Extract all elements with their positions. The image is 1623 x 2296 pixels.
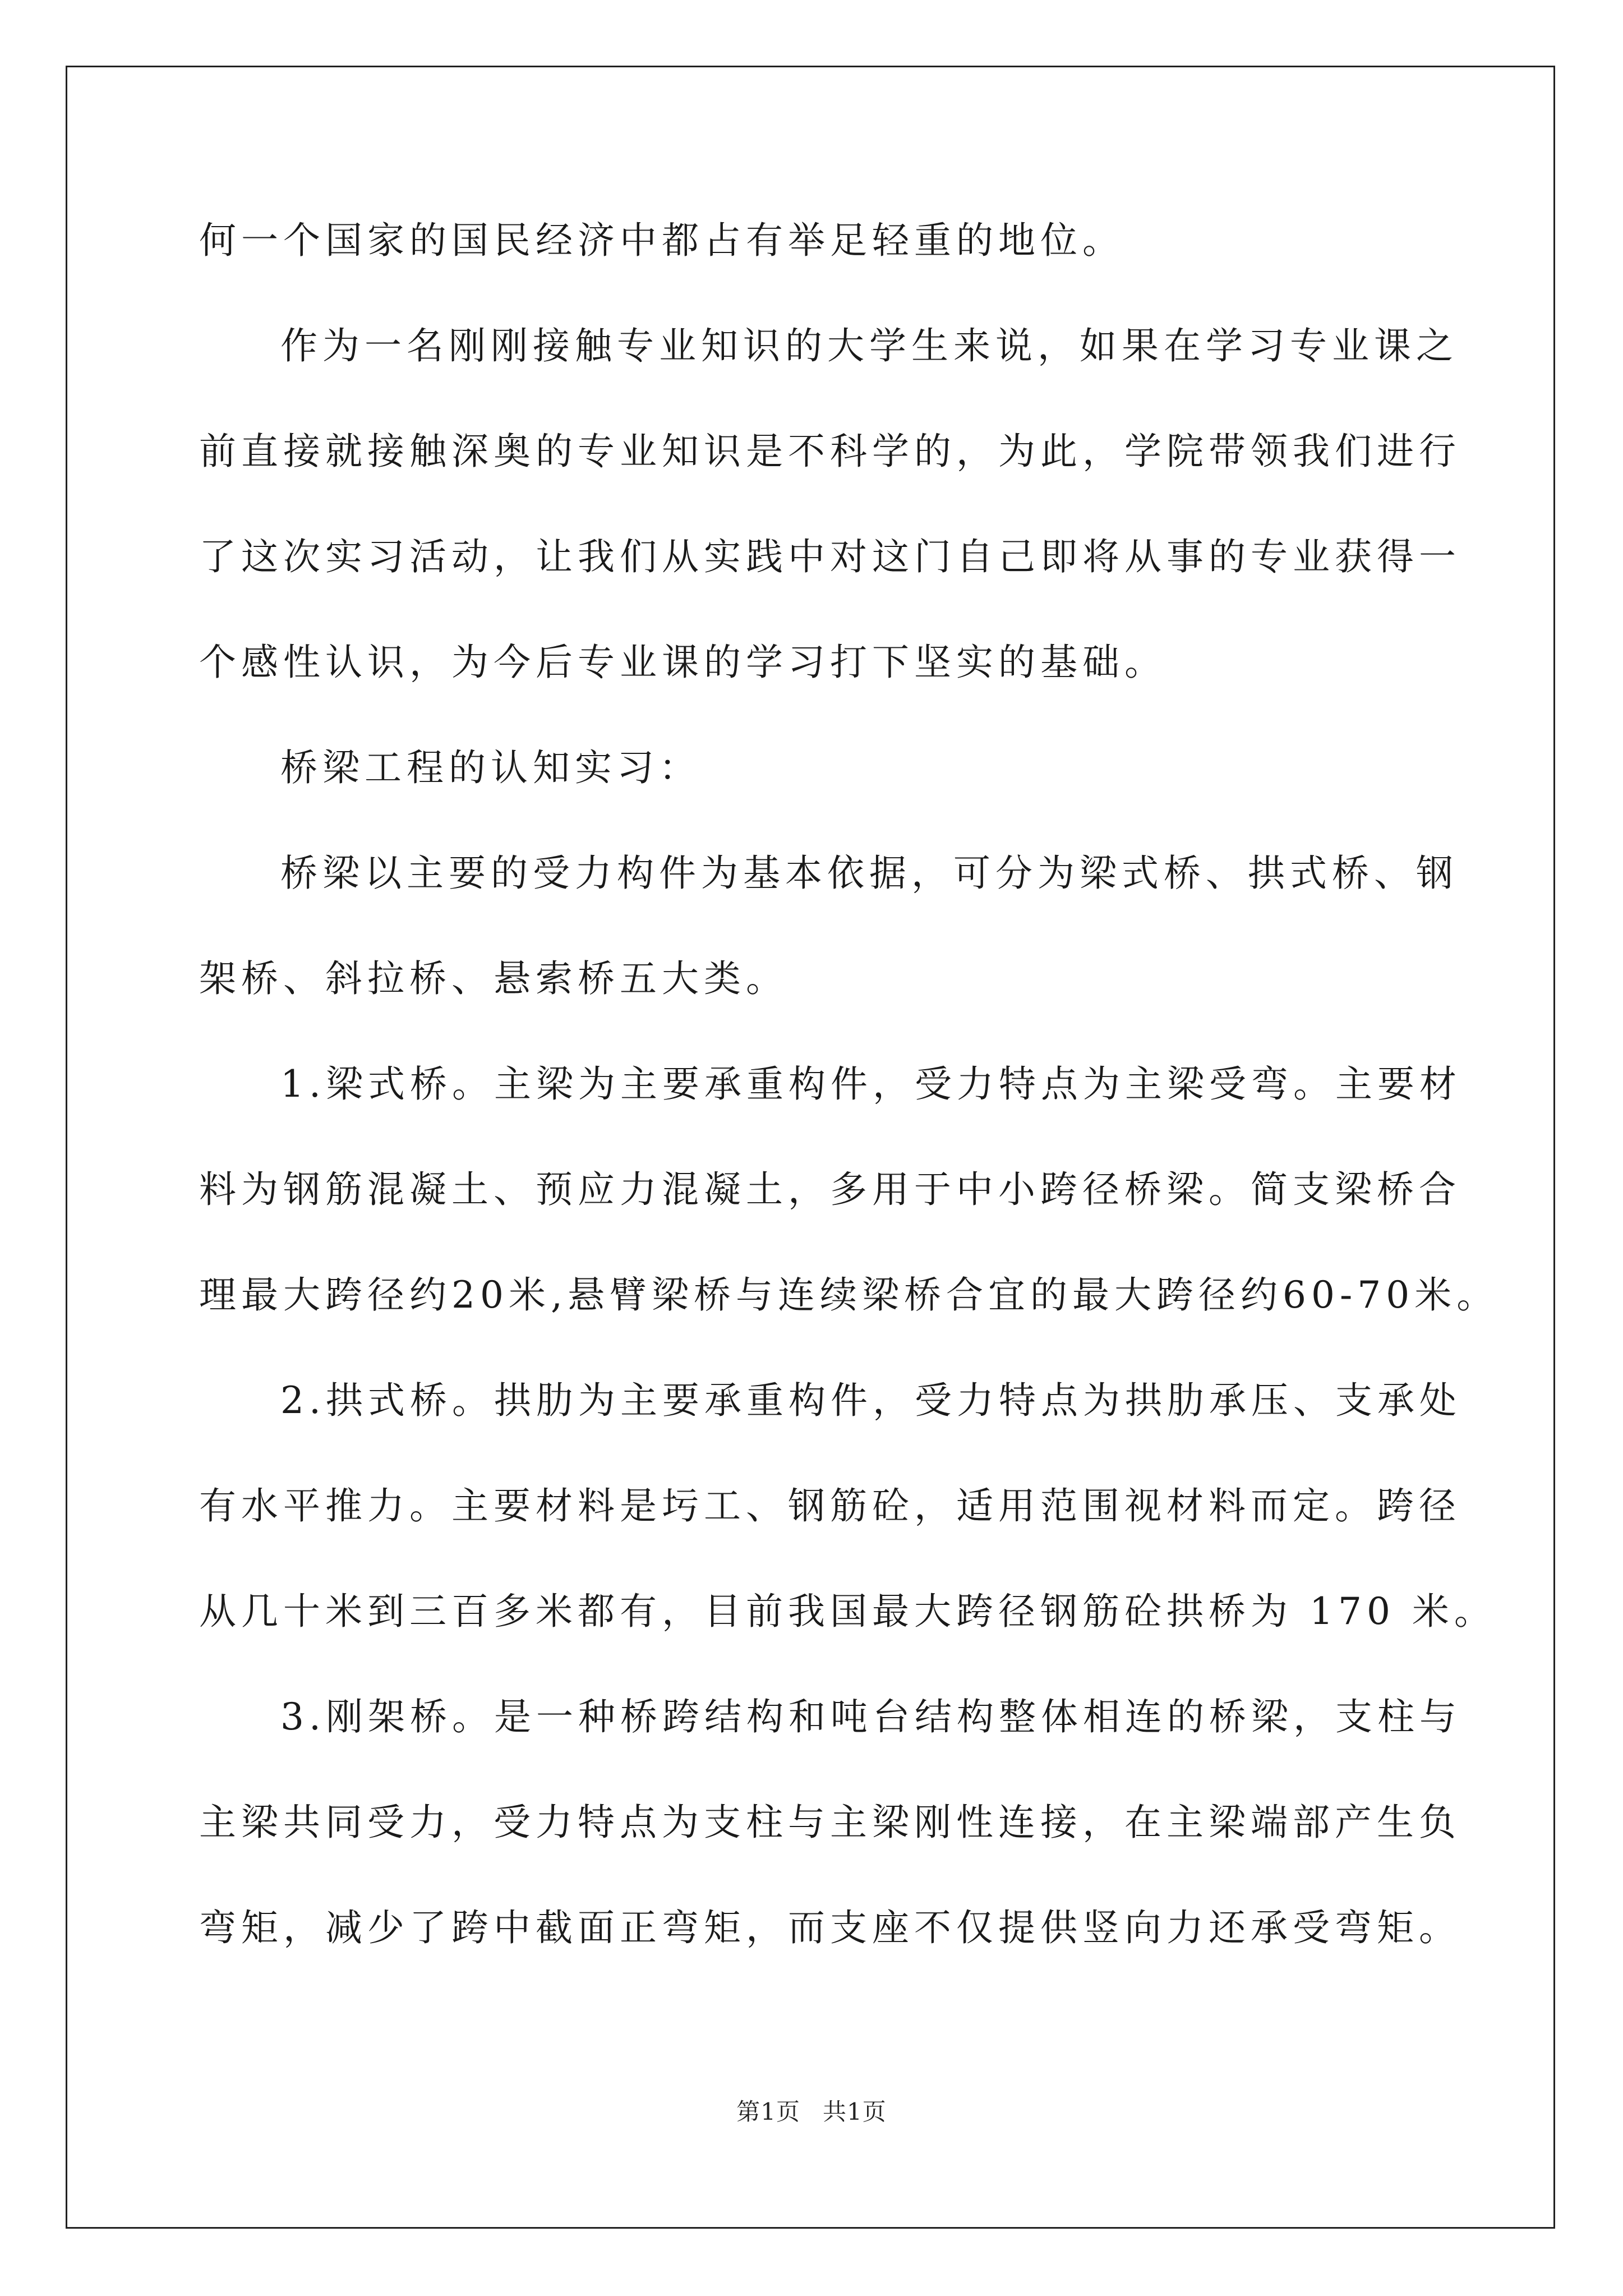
list-item-line: 3.刚架桥。是一种桥跨结构和吨台结构整体相连的桥梁，支柱与	[280, 1695, 1461, 1738]
paragraph-line: 桥梁以主要的受力构件为基本依据，可分为梁式桥、拱式桥、钢	[280, 852, 1458, 895]
page-number-total: 共1页	[823, 2098, 887, 2125]
list-item-line: 料为钢筋混凝土、预应力混凝土，多用于中小跨径桥梁。简支梁桥合	[199, 1168, 1461, 1211]
list-item-line: 有水平推力。主要材料是圬工、钢筋砼，适用范围视材料而定。跨径	[199, 1484, 1461, 1527]
paragraph-line: 何一个国家的国民经济中都占有举足轻重的地位。	[199, 219, 1124, 262]
list-item-line: 2.拱式桥。拱肋为主要承重构件，受力特点为拱肋承压、支承处	[280, 1379, 1461, 1422]
list-item-line: 从几十米到三百多米都有，目前我国最大跨径钢筋砼拱桥为 170 米。	[199, 1590, 1496, 1633]
section-heading: 桥梁工程的认知实习：	[280, 746, 701, 789]
list-item-line: 理最大跨径约20米,悬臂梁桥与连续梁桥合宜的最大跨径约60-70米。	[199, 1273, 1499, 1317]
page-number-current: 第1页	[736, 2098, 800, 2125]
paragraph-line: 前直接就接触深奥的专业知识是不科学的，为此，学院带领我们进行	[199, 430, 1461, 473]
paragraph-line: 个感性认识，为今后专业课的学习打下坚实的基础。	[199, 641, 1166, 684]
list-item-line: 主梁共同受力，受力特点为支柱与主梁刚性连接，在主梁端部产生负	[199, 1801, 1461, 1844]
document-body	[199, 188, 1499, 1981]
list-item-line: 1.梁式桥。主梁为主要承重构件，受力特点为主梁受弯。主要材	[280, 1062, 1461, 1106]
list-item-line: 弯矩，减少了跨中截面正弯矩，而支座不仅提供竖向力还承受弯矩。	[199, 1906, 1461, 1949]
page-footer	[0, 2095, 1623, 2129]
paragraph-line: 了这次实习活动，让我们从实践中对这门自己即将从事的专业获得一	[199, 535, 1461, 578]
paragraph-line: 架桥、斜拉桥、悬索桥五大类。	[199, 957, 788, 1000]
paragraph-line: 作为一名刚刚接触专业知识的大学生来说，如果在学习专业课之	[280, 324, 1458, 367]
